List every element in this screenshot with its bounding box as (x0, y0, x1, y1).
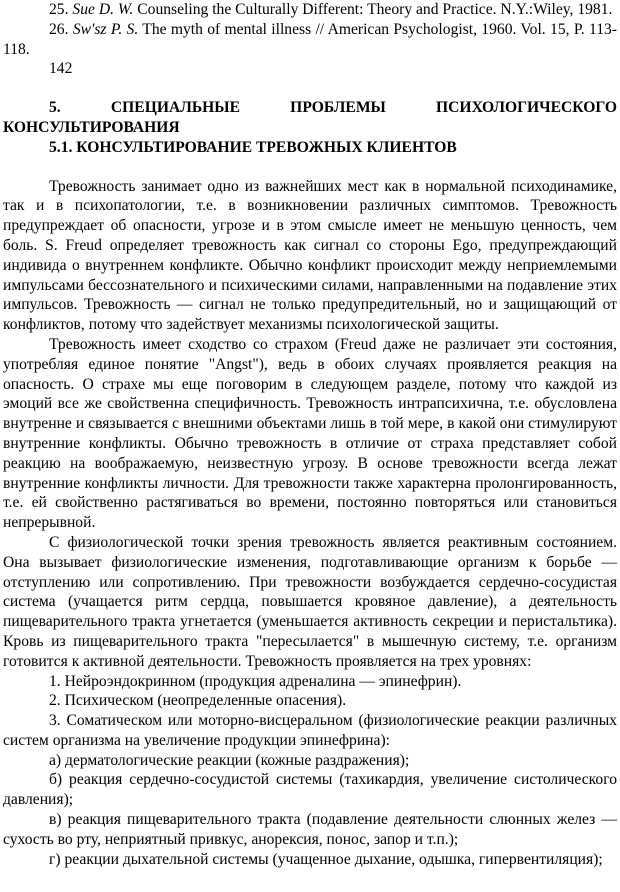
list-item: 1. Нейроэндокринном (продукция адреналина — эпинефрин). (49, 672, 462, 690)
sub-list-item: г) реакции дыхательной системы (учащенное дыхание, одышка, гипервентиляция); (49, 850, 603, 868)
reference-author: Sw'sz P. S. (72, 20, 139, 38)
paragraph: С физиологической точки зрения тревожность является реактивным состоянием. Она вызывает физиологические изменения, подготавливающие организм к борьбе — отступлению или сопротивлению. При тревожности возбуждается сердечно-сосудистая система (учащается ритм сердца, повышается кровяное давление), а деятельность пищеварительного тракта угнетается (уменьшается активность секреции и перистальтика). Кровь из пищеварительного тракта "пересылается" в мышечную систему, т.е. организм готовится к активной деятельности. Тревожность проявляется на трех уровнях: (3, 533, 617, 670)
paragraph: Тревожность занимает одно из важнейших мест как в нормальной психодинамике, так и в психопатологии, т.е. в возникновении различных симптомов. Тревожность предупреждает об опасности, угрозе и в этом смысле имеет не меньшую ценность, чем боль. S. Freud определяет тревожность как сигнал со стороны Ego, предупреждающий индивида о внутреннем конфликте. Обычно конфликт происходит между неприемлемыми импульсами бессознательного и психическими силами, направленными на подавление этих импульсов. Тревожность — сигнал не только предупредительный, но и защищающий от конфликтов, потому что задействует механизмы психологической защиты. (3, 177, 617, 334)
reference-26 (3, 20, 617, 60)
chapter-number: 5. (49, 99, 61, 117)
section-heading: 5.1. КОНСУЛЬТИРОВАНИЕ ТРЕВОЖНЫХ КЛИЕНТОВ (49, 138, 457, 156)
list-item: 2. Психическом (неопределенные опасения). (49, 692, 347, 710)
document-page (3, 0, 617, 869)
reference-author: Sue D. W. (72, 1, 134, 18)
list-item: 3. Соматическом или моторно-висцеральном (физиологические реакции различных систем организма на увеличение продукции эпинефрина): (3, 712, 617, 749)
reference-number: 25. (49, 1, 69, 18)
page-number: 142 (49, 60, 73, 78)
reference-text: The myth of mental illness // American Psychologist, 1960. Vol. 15, P. 113-118. (3, 20, 618, 58)
paragraph: Тревожность имеет сходство со страхом (Freud даже не различает эти состояния, употребляя единое понятие "Angst"), ведь в обоих случаях проявляется реакция на опасность. О страхе мы еще поговорим в следующем разделе, потому что каждой из эмоций все же свойственна специфичность. Тревожность интрапсихична, т.е. обусловлена внутренне и связывается с внешними объектами лишь в той мере, в какой они стимулируют внутренние конфликты. Обычно тревожность в отличие от страха представляет собой реакцию на воображаемую, неизвестную угрозу. В основе тревожности всегда лежат внутренние конфликты личности. Для тревожности также характерна пролонгированность, т.е. ей свойственно растягиваться во времени, постоянно повторяться или становиться непрерывной. (3, 335, 617, 532)
sub-list-item: б) реакция сердечно-сосудистой системы (тахикардия, увеличение систолического давления); (3, 771, 617, 809)
chapter-title: СПЕЦИАЛЬНЫЕ ПРОБЛЕМЫ ПСИХОЛОГИЧЕСКОГО КОНСУЛЬТИРОВАНИЯ (3, 99, 617, 136)
reference-text: Counseling the Culturally Different: Theory and Practice. N.Y.:Wiley, 1981. (137, 1, 613, 18)
sub-list-item: а) дерматологические реакции (кожные раздражения); (49, 751, 410, 769)
sub-list-item: в) реакция пищеварительного тракта (подавление деятельности слюнных желез — сухость во рту, неприятный привкус, анорексия, понос, запор и т.п.); (3, 811, 617, 848)
reference-25 (3, 0, 617, 20)
chapter-heading (3, 98, 617, 138)
reference-number: 26. (49, 20, 69, 38)
